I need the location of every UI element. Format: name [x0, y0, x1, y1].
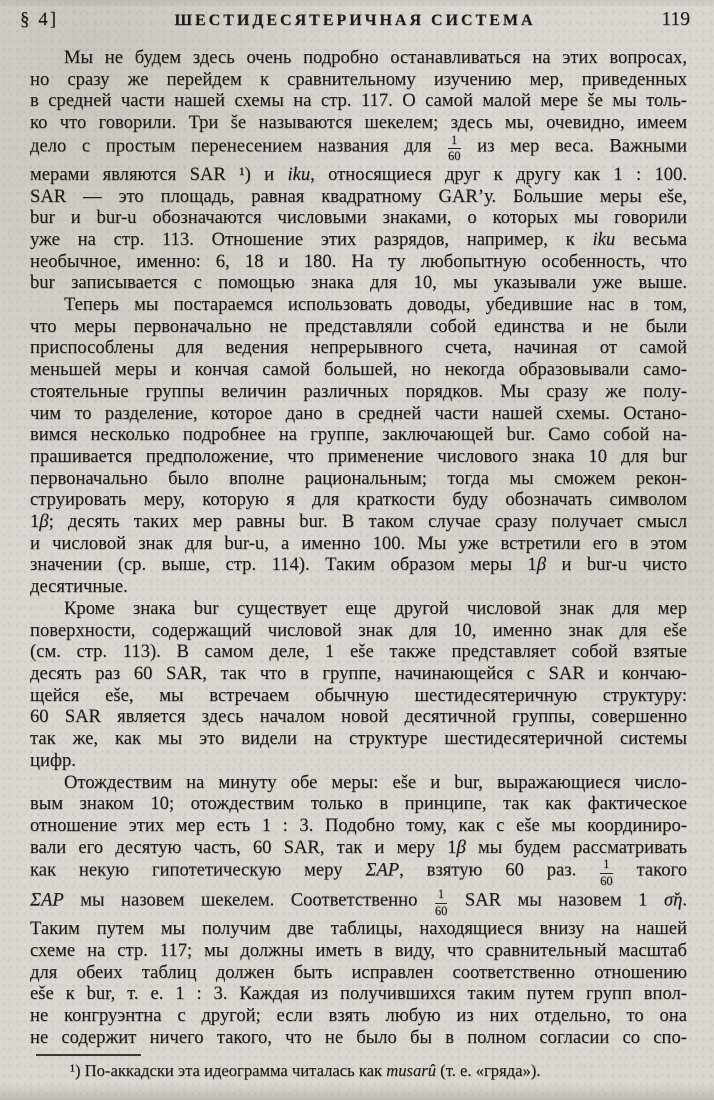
italic-term: β [39, 511, 49, 533]
text-line: значении (ср. выше, стр. 114). Таким образом меры 1β и bur-u чисто [30, 554, 687, 576]
text-line: вимся несколько подробнее на группе, заключающей bur. Само собой на- [30, 424, 687, 446]
text-line: 60 SAR является здесь началом новой десятичной группы, совершенно [30, 706, 687, 728]
text-block [30, 47, 687, 1049]
text-line: прашивается предположение, что применение числового знака 10 для bur [30, 445, 687, 467]
italic-term: iku [592, 228, 616, 250]
text-line: bur и bur-u обозначаются числовыми знаками, о которых мы говорили [30, 207, 687, 229]
footnote-text: ¹) По-аккадски эта идеограмма читалась как musarû (т. е. «гряда»). [70, 1060, 541, 1080]
text-line: ко что говорили. Три še называются шекелем; здесь мы, очевидно, имеем [30, 112, 687, 134]
text-line: что меры первоначально не представляли собой единства и не были [30, 315, 687, 337]
inline-fraction: $\frac{1}{60}$ [448, 132, 461, 164]
text-line: приспособлены для ведения непрерывного счета, начиная от самой [30, 337, 687, 359]
footnote-rule [36, 1054, 141, 1056]
italic-term: β [536, 554, 546, 576]
text-line: SAR — это площадь, равная квадратному GAR’у. Бо̀льшие меры eše, [30, 185, 687, 207]
text-line: десятичные. [30, 576, 128, 598]
text-line: bur записывается с помощью знака для 10, мы указывали уже выше. [30, 272, 687, 294]
text-line: первоначально было вполне рациональным; тогда мы сможем рекон- [30, 467, 687, 489]
text-line: ΣΑΡ мы назовем шекелем. Соответственно $\frac{1}{60}$ SAR мы назовем 1 σ̌η. [30, 887, 687, 918]
inline-fraction: $\frac{1}{60}$ [600, 857, 613, 888]
italic-term: ΣΑΡ [365, 859, 400, 881]
text-line: как некую гипотетическую меру ΣΑΡ, взятую 60 раз. $\frac{1}{60}$ такого [30, 857, 687, 888]
section-marker: § 4] [20, 9, 59, 30]
text-line: Кроме знака bur существует еще другой числовой знак для мер [64, 597, 687, 619]
text-line: десять раз 60 SAR, так что в группе, начинающейся с SAR и кончаю- [30, 662, 687, 684]
running-title: ШЕСТИДЕСЯТЕРИЧНАЯ СИСТЕМА [174, 12, 536, 29]
text-line: Таким путем мы получим две таблицы, находящиеся внизу на нашей [30, 918, 687, 940]
text-line: но сразу же перейдем к сравнительному изучению мер, приведенных [30, 68, 687, 90]
text-line: вали его десятую часть, 60 SAR, так и меру 1β мы будем рассматривать [30, 836, 687, 858]
footnote [30, 1054, 687, 1081]
text-line: и числовой знак для bur-u, а именно 100. Мы уже встретили его в этом [30, 532, 687, 554]
paragraph [30, 598, 687, 772]
text-line: поверхности, содержащий числовой знак для 10, именно знак для eše [30, 619, 687, 641]
text-line: уже на стр. 113. Отношение этих разрядов, например, к iku весьма [30, 228, 687, 250]
paragraph [30, 294, 687, 598]
italic-term: ΣΑΡ [30, 889, 64, 911]
text-line: Отождествим на минуту обе меры: eše и bur, выражающиеся число- [64, 771, 687, 793]
inline-fraction: $\frac{1}{60}$ [434, 887, 448, 918]
paragraph [30, 47, 687, 294]
text-line: чим то разделение, которое дано в средней части нашей схемы. Остано- [30, 402, 687, 424]
text-line: Мы не будем здесь очень подробно останавливаться на этих вопросах, [64, 47, 687, 68]
text-line: в средней части нашей схемы на стр. 117. О самой малой мере še мы толь- [30, 90, 687, 112]
text-line: для обеих таблиц должен быть исправлен соответственно отношению [30, 961, 687, 983]
italic-term: iku [287, 163, 311, 185]
text-line: дело с простым перенесением названия для $\frac{1}{60}$ из мер веса. Важными [30, 132, 687, 164]
text-line: мерами являются SAR ¹) и iku, относящиеся друг к другу как 1 : 100. [30, 163, 687, 185]
italic-term: σ̌η [663, 889, 683, 911]
text-line: цифр. [30, 749, 76, 771]
text-line: струировать меру, которую я для краткости буду обозначать символом [30, 489, 687, 511]
text-line: меньшей меры и кончая самой большей, но некогда образовывали само- [30, 359, 687, 381]
paragraph [30, 772, 687, 1049]
text-line: (см. стр. 113). В самом деле, 1 eše также представляет собой взятые [30, 641, 687, 663]
text-line: щейся eše, мы встречаем обычную шестидесятеричную структуру: [30, 684, 687, 706]
italic-term: β [456, 836, 466, 858]
text-line: необычное, именно: 6, 18 и 180. На ту любопытную особенность, что [30, 250, 687, 272]
italic-term: musarû [386, 1060, 437, 1080]
text-line: не конгруэнтна с другой; если взять любую из них отдельно, то она [30, 1005, 687, 1027]
text-line: eše к bur, т. е. 1 : 3. Каждая из получившихся таким путем групп впол- [30, 983, 687, 1005]
page-header [0, 0, 714, 31]
text-line: отношение этих мер есть 1 : 3. Подобно тому, как с eše мы координиро- [30, 814, 687, 836]
text-line: схеме на стр. 117; мы должны иметь в виду, что сравнительный масштаб [30, 940, 687, 962]
page-number: 119 [661, 9, 690, 30]
text-line: 1β; десять таких мер равны bur. В таком случае сразу получает смысл [30, 511, 687, 533]
text-line: Теперь мы постараемся использовать доводы, убедившие нас в том, [64, 294, 687, 316]
text-line: вым знаком 10; отождествим только в принципе, так как фактическое [30, 793, 687, 815]
text-line: стоятельные группы величин различных порядков. Мы сразу же полу- [30, 380, 687, 402]
text-line: так же, как мы это видели на структуре шестидесятеричной системы [30, 728, 687, 750]
text-line: не содержит ничего такого, что не было бы в полном согласии со спо- [30, 1026, 687, 1048]
